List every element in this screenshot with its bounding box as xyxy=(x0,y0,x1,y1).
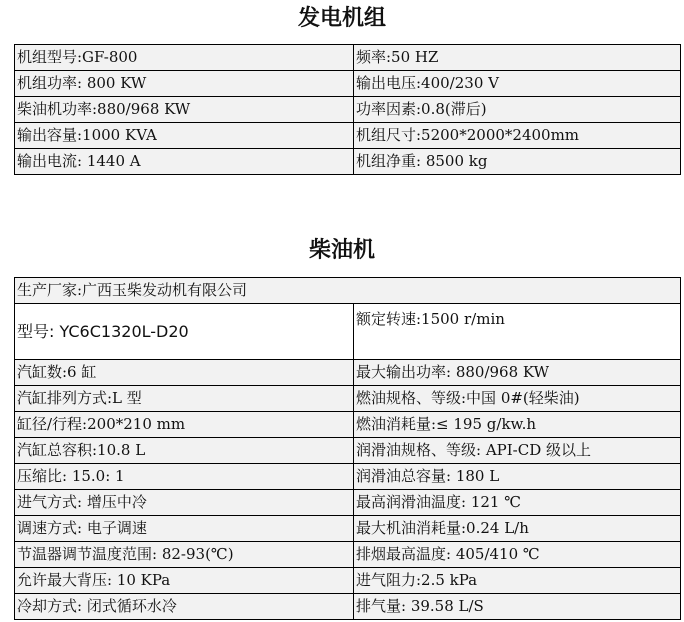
table-row xyxy=(15,412,681,438)
generator-frequency-cell: 频率:50 HZ xyxy=(354,45,681,71)
engine-spec-table xyxy=(14,277,681,620)
cylinder-arrangement-cell: 汽缸排列方式:L 型 xyxy=(15,386,354,412)
intake-method-cell: 进气方式: 增压中冷 xyxy=(15,490,354,516)
generator-section-title: 发电机组 xyxy=(297,5,386,31)
table-row xyxy=(15,386,681,412)
cooling-method-cell: 冷却方式: 闭式循环水冷 xyxy=(15,594,354,620)
bore-stroke-cell: 缸径/行程:200*210 mm xyxy=(15,412,354,438)
table-row xyxy=(15,149,681,175)
table-row xyxy=(15,123,681,149)
max-exhaust-temp-cell: 排烟最高温度: 405/410 ℃ xyxy=(354,542,681,568)
exhaust-flow-cell: 排气量: 39.58 L/S xyxy=(354,594,681,620)
engine-model-cell: 型号: YC6C1320L-D20 xyxy=(15,304,354,360)
fuel-spec-cell: 燃油规格、等级:中国 0#(轻柴油) xyxy=(354,386,681,412)
lube-oil-capacity-cell: 润滑油总容量: 180 L xyxy=(354,464,681,490)
output-capacity-cell: 输出容量:1000 KVA xyxy=(15,123,354,149)
table-row xyxy=(15,304,681,360)
table-row xyxy=(15,594,681,620)
governor-type-cell: 调速方式: 电子调速 xyxy=(15,516,354,542)
fuel-consumption-cell: 燃油消耗量:≤ 195 g/kw.h xyxy=(354,412,681,438)
generator-voltage-cell: 输出电压:400/230 V xyxy=(354,71,681,97)
engine-section-title: 柴油机 xyxy=(308,237,375,263)
generator-spec-table xyxy=(14,44,681,175)
unit-dimensions-cell: 机组尺寸:5200*2000*2400mm xyxy=(354,123,681,149)
table-row xyxy=(15,45,681,71)
table-row xyxy=(15,438,681,464)
table-row xyxy=(15,490,681,516)
diesel-power-cell: 柴油机功率:880/968 KW xyxy=(15,97,354,123)
intake-resistance-cell: 进气阻力:2.5 kPa xyxy=(354,568,681,594)
table-row xyxy=(15,71,681,97)
manufacturer-cell: 生产厂家:广西玉柴发动机有限公司 xyxy=(15,278,681,304)
output-current-cell: 输出电流: 1440 A xyxy=(15,149,354,175)
table-row xyxy=(15,516,681,542)
max-output-power-cell: 最大输出功率: 880/968 KW xyxy=(354,360,681,386)
max-back-pressure-cell: 允许最大背压: 10 KPa xyxy=(15,568,354,594)
power-factor-cell: 功率因素:0.8(滞后) xyxy=(354,97,681,123)
generator-power-cell: 机组功率: 800 KW xyxy=(15,71,354,97)
table-row xyxy=(15,278,681,304)
cylinder-count-cell: 汽缸数:6 缸 xyxy=(15,360,354,386)
lube-oil-spec-cell: 润滑油规格、等级: API-CD 级以上 xyxy=(354,438,681,464)
table-row xyxy=(15,360,681,386)
net-weight-cell: 机组净重: 8500 kg xyxy=(354,149,681,175)
table-row xyxy=(15,464,681,490)
generator-model-cell: 机组型号:GF-800 xyxy=(15,45,354,71)
table-row xyxy=(15,568,681,594)
max-oil-consumption-cell: 最大机油消耗量:0.24 L/h xyxy=(354,516,681,542)
rated-speed-cell: 额定转速:1500 r/min xyxy=(354,304,681,360)
max-lube-oil-temp-cell: 最高润滑油温度: 121 ℃ xyxy=(354,490,681,516)
compression-ratio-cell: 压缩比: 15.0: 1 xyxy=(15,464,354,490)
thermostat-range-cell: 节温器调节温度范围: 82-93(℃) xyxy=(15,542,354,568)
table-row xyxy=(15,542,681,568)
table-row xyxy=(15,97,681,123)
displacement-cell: 汽缸总容积:10.8 L xyxy=(15,438,354,464)
